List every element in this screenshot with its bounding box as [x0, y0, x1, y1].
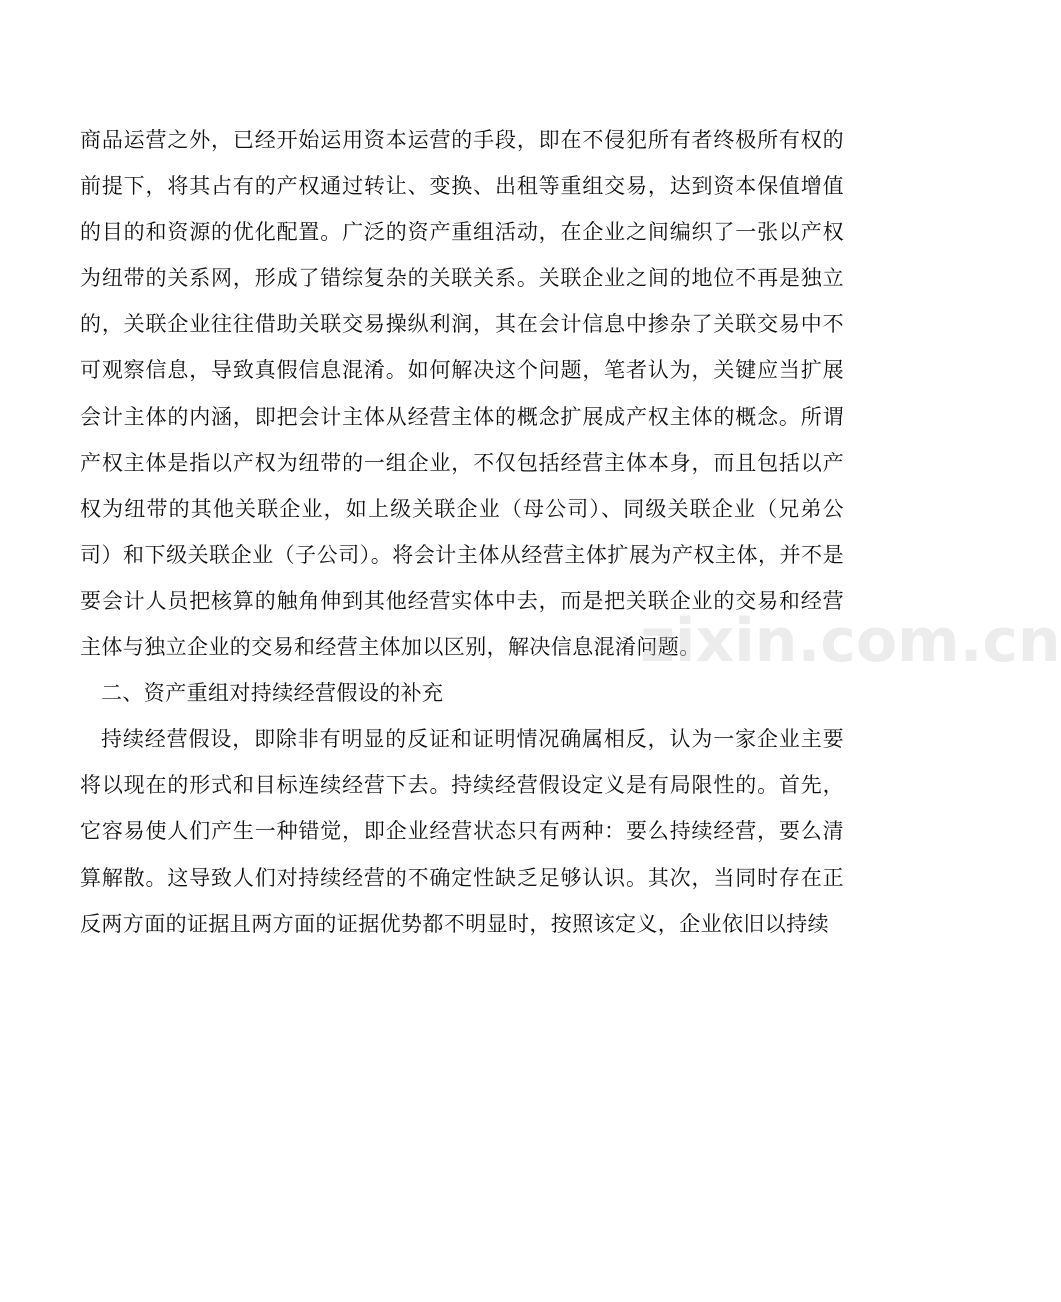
section-heading-2: 二、资产重组对持续经营假设的补充	[101, 681, 444, 706]
watermark-logo: zixin.com.cn	[640, 606, 1061, 676]
body-paragraph-1: 商品运营之外，已经开始运用资本运营的手段，即在不侵犯所有者终极所有权的前提下，将其占有的产权通过转让、变换、出租等重组交易，达到资本保值增值的目的和资源的优化配置。广泛的资产重组活动，在企业之间编织了一张以产权为纽带的关系网，形成了错综复杂的关联关系。关联企业之间的地位不再是独立的，关联企业往往借助关联交易操纵利润，其在会计信息中掺杂了关联交易中不可观察信息，导致真假信息混淆。如何解决这个问题，笔者认为，关键应当扩展会计主体的内涵，即把会计主体从经营主体的概念扩展成产权主体的概念。所谓产权主体是指以产权为纽带的一组企业，不仅包括经营主体本身，而且包括以产权为纽带的其他关联企业，如上级关联企业（母公司）、同级关联企业（兄弟公司）和下级关联企业（子公司）。将会计主体从经营主体扩展为产权主体，并不是要会计人员把核算的触角伸到其他经营实体中去，而是把关联企业的交易和经营主体与独立企业的交易和经营主体加以区别，解决信息混淆问题。	[80, 128, 844, 660]
body-paragraph-3: 持续经营假设，即除非有明显的反证和证明情况确属相反，认为一家企业主要将以现在的形式和目标连续经营下去。持续经营假设定义是有局限性的。首先，它容易使人们产生一种错觉，即企业经营状态只有两种：要么持续经营，要么清算解散。这导致人们对持续经营的不确定性缺乏足够认识。其次，当同时存在正反两方面的证据且两方面的证据优势都不明显时，按照该定义，企业依旧以持续	[80, 727, 844, 936]
document-body	[80, 117, 844, 947]
